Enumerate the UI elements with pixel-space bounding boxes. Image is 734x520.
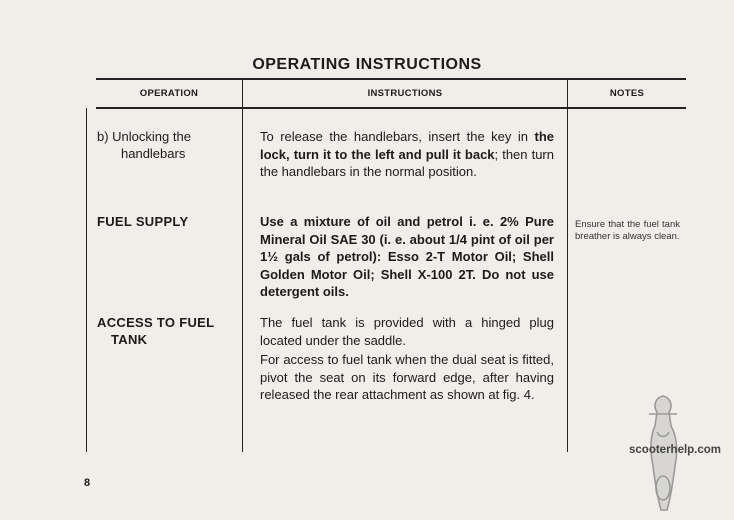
instruction-unlocking-handlebars — [260, 128, 554, 181]
page-title: OPERATING INSTRUCTIONS — [252, 56, 482, 73]
column-divider-1 — [242, 78, 243, 452]
operation-access-fuel-tank — [97, 314, 214, 348]
operation-line: TANK — [111, 332, 148, 347]
table-top-rule — [96, 78, 686, 80]
note-fuel-breather: Ensure that the fuel tank breather is always clean. — [575, 219, 680, 242]
operation-line: ACCESS TO FUEL — [97, 315, 215, 330]
header-notes: NOTES — [609, 88, 645, 99]
operation-line: FUEL SUPPLY — [97, 214, 189, 229]
page-number: 8 — [84, 477, 91, 489]
operation-line: b) Unlocking the — [97, 129, 191, 144]
instruction-access-fuel-tank — [260, 314, 554, 404]
header-bottom-rule — [96, 107, 686, 109]
instruction-emphasis: the lock, turn it to the left and pull it back — [260, 129, 554, 162]
table-left-edge — [86, 108, 87, 452]
instruction-fuel-supply: Use a mixture of oil and petrol i. e. 2% Pure Mineral Oil SAE 30 (i. e. about 1/4 pint of oil per 1½ gals of petrol): Esso 2-T Motor Oil; Shell Golden Motor Oil; Shell X-100 2T. Do not use detergent oils. — [260, 214, 554, 299]
operation-fuel-supply — [97, 213, 188, 230]
operation-unlocking-handlebars — [97, 128, 191, 162]
header-instructions: INSTRUCTIONS — [367, 88, 443, 99]
header-operation: OPERATION — [139, 88, 199, 99]
instruction-paragraph: For access to fuel tank when the dual seat is fitted, pivot the seat on its forward edge, after having released the rear attachment as shown at fig. 4. — [260, 352, 554, 402]
watermark: scooterhelp.com — [629, 444, 722, 456]
operation-line: handlebars — [121, 146, 186, 161]
instruction-paragraph: The fuel tank is provided with a hinged plug located under the saddle. — [260, 315, 554, 348]
column-divider-2 — [567, 78, 568, 452]
instruction-text: To release the handlebars, insert the key in — [260, 129, 535, 144]
instruction-text: ; then turn the handlebars in the normal position. — [260, 146, 554, 179]
